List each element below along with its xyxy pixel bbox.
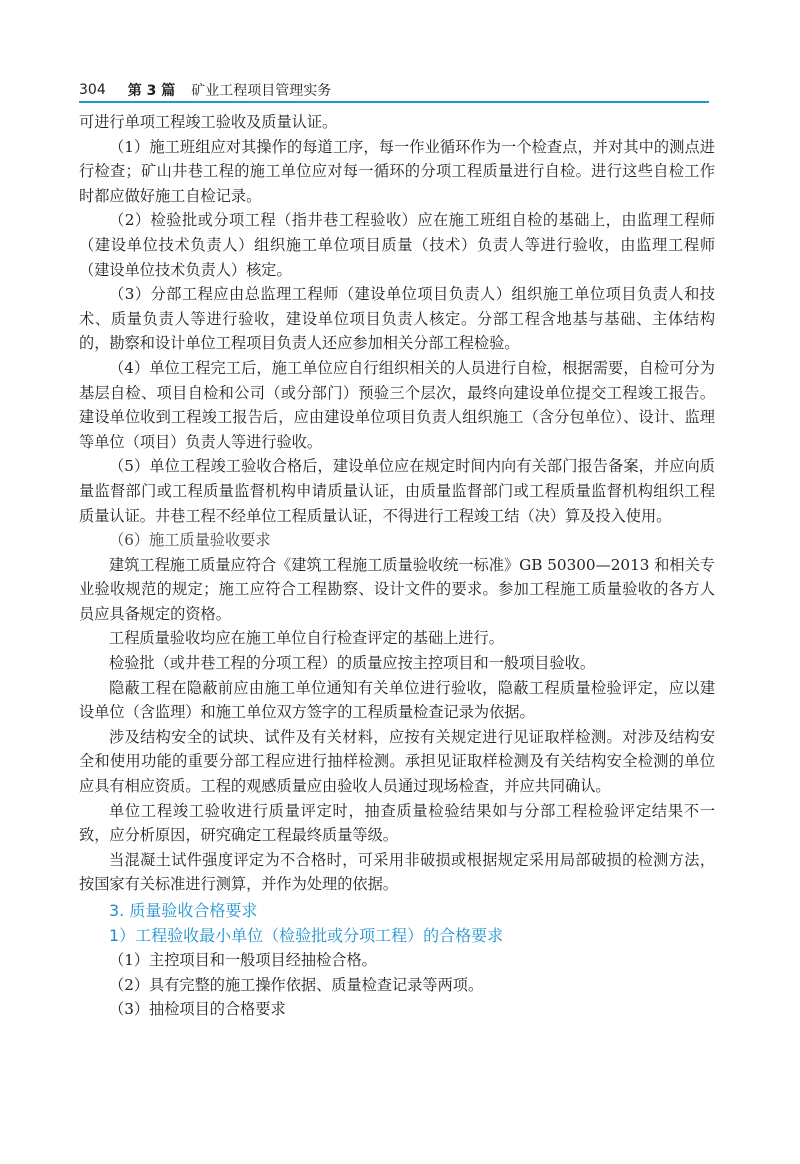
paragraph: 工程质量验收均应在施工单位自行检查评定的基础上进行。 (109, 629, 504, 648)
paragraph: （1）施工班组应对其操作的每道工序，每一作业循环作为一个检查点，并对其中的测点进行检查；矿山井巷工程的施工单位应对每一循环的分项工程质量进行自检。进行这些自检工作时都应做好施工自检记录。 (79, 137, 715, 205)
paragraph: （5）单位工程竣工验收合格后，建设单位应在规定时间内向有关部门报告备案，并应向质量监督部门或工程质量监督机构申请质量认证，由质量监督部门或工程质量监督机构组织工程质量认证。井巷工程不经单位工程质量认证，不得进行工程竣工结（决）算及投入使用。 (79, 457, 715, 525)
list-item: （2）具有完整的施工操作依据、质量检查记录等两项。 (109, 975, 484, 994)
paragraph: 单位工程竣工验收进行质量评定时，抽查质量检验结果如与分部工程检验评定结果不一致，应分析原因，研究确定工程最终质量等级。 (79, 801, 715, 845)
part-label: 第 3 篇 (127, 83, 176, 99)
paragraph: 建筑工程施工质量应符合《建筑工程施工质量验收统一标准》GB 50300—2013 和相关专业验收规范的规定；施工应符合工程勘察、设计文件的要求。参加工程施工质量验收的各方人员应具备规定的资格。 (79, 555, 715, 623)
sub-heading: （6）施工质量验收要求 (109, 531, 271, 550)
header-rule (79, 101, 709, 103)
paragraph: （4）单位工程完工后，施工单位应自行组织相关的人员进行自检，根据需要，自检可分为基层自检、项目自检和公司（或分部门）预验三个层次，最终向建设单位提交工程竣工报告。建设单位收到工程竣工报告后，应由建设单位项目负责人组织施工（含分包单位）、设计、监理等单位（项目）负责人等进行验收。 (79, 358, 715, 451)
paragraph: 涉及结构安全的试块、试件及有关材料，应按有关规定进行见证取样检测。对涉及结构安全和使用功能的重要分部工程应进行抽样检测。承担见证取样检测及有关结构安全检测的单位应具有相应资质。工程的观感质量应由验收人员通过现场检查，并应共同确认。 (79, 727, 715, 796)
paragraph: （2）检验批或分项工程（指井巷工程验收）应在施工班组自检的基础上，由监理工程师（建设单位技术负责人）组织施工单位项目质量（技术）负责人等进行验收，由监理工程师（建设单位技术负责人）核定。 (79, 211, 715, 279)
body-text (79, 110, 715, 1022)
running-header (79, 78, 709, 102)
paragraph: 当混凝土试件强度评定为不合格时，可采用非破损或根据规定采用局部破损的检测方法，按国家有关标准进行测算，并作为处理的依据。 (79, 850, 715, 894)
list-item: （1）主控项目和一般项目经抽检合格。 (109, 951, 377, 970)
section-heading: 3. 质量验收合格要求 (109, 901, 258, 920)
paragraph: 可进行单项工程竣工验收及质量认证。 (79, 113, 338, 131)
paragraph: 隐蔽工程在隐蔽前应由施工单位通知有关单位进行验收，隐蔽工程质量检验评定，应以建设单位（含监理）和施工单位双方签字的工程质量检查记录为依据。 (79, 678, 715, 722)
paragraph: 检验批（或井巷工程的分项工程）的质量应按主控项目和一般项目验收。 (109, 654, 595, 673)
subsection-heading: 1）工程验收最小单位（检验批或分项工程）的合格要求 (109, 925, 504, 945)
part-title: 矿业工程项目管理实务 (191, 83, 332, 99)
list-item: （3）抽检项目的合格要求 (109, 1000, 286, 1019)
page-number: 304 (79, 82, 106, 98)
paragraph: （3）分部工程应由总监理工程师（建设单位项目负责人）组织施工单位项目负责人和技术、质量负责人等进行验收，建设单位项目负责人核定。分部工程含地基与基础、主体结构的，勘察和设计单位工程项目负责人还应参加相关分部工程检验。 (79, 285, 715, 353)
